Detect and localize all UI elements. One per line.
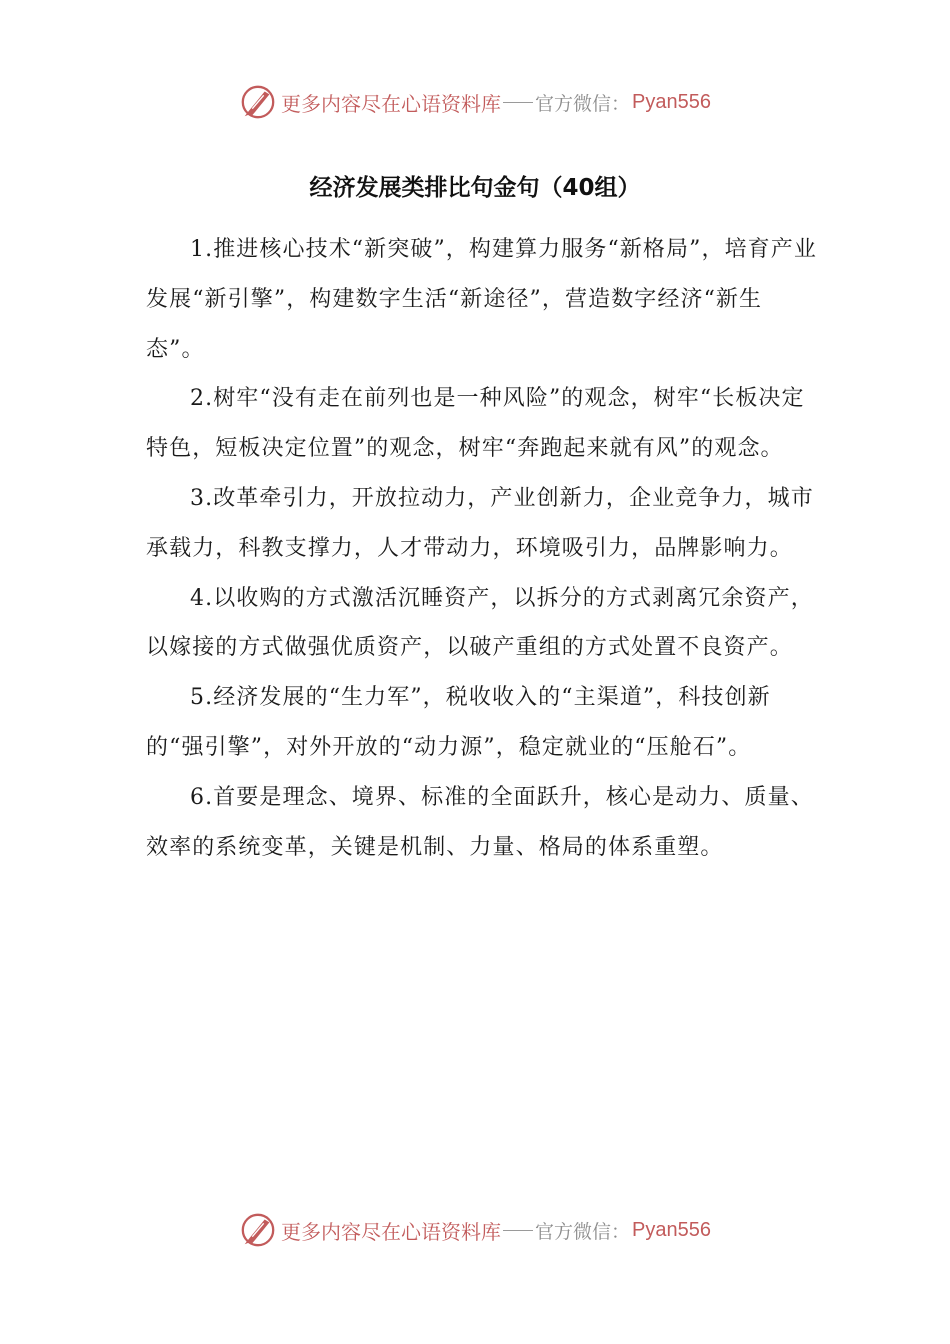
banner-wechat-label: 官方微信： <box>535 92 631 115</box>
paragraph-4: 4.以收购的方式激活沉睡资产，以拆分的方式剥离冗余资产，以嫁接的方式做强优质资产，以破产重组的方式处置不良资产。 <box>146 585 814 661</box>
paragraph-3: 3.改革牵引力，开放拉动力，产业创新力，企业竞争力，城市承载力，科教支撑力，人才带动力，环境吸引力，品牌影响力。 <box>146 485 814 561</box>
paragraph-6: 6.首要是理念、境界、标准的全面跃升，核心是动力、质量、效率的系统变革，关键是机制、力量、格局的体系重塑。 <box>146 784 814 860</box>
footer-site-name: 更多内容尽在心语资料库 <box>281 1219 501 1244</box>
footer-wechat-label: 官方微信： <box>535 1220 631 1243</box>
paragraph-2: 2.树牢“没有走在前列也是一种风险”的观念，树牢“长板决定特色，短板决定位置”的观念，树牢“奔跑起来就有风”的观念。 <box>146 386 805 462</box>
footer-banner <box>0 1208 950 1252</box>
pen-nib-icon <box>239 83 277 121</box>
header-banner <box>0 80 950 124</box>
document-title: 经济发展类排比句金句（40组） <box>309 175 641 201</box>
pen-nib-icon <box>239 1211 277 1249</box>
banner-dash <box>503 102 533 103</box>
document-body <box>146 225 818 872</box>
banner-site-name: 更多内容尽在心语资料库 <box>281 91 501 116</box>
banner-wechat-id: Pyan556 <box>632 90 711 113</box>
footer-wechat-id: Pyan556 <box>632 1218 711 1241</box>
footer-dash <box>503 1230 533 1231</box>
paragraph-5: 5.经济发展的“生力军”，税收收入的“主渠道”，科技创新的“强引擎”，对外开放的“动力源”，稳定就业的“压舱石”。 <box>146 685 771 760</box>
paragraph-1: 1.推进核心技术“新突破”，构建算力服务“新格局”，培育产业发展“新引擎”，构建数字生活“新途径”，营造数字经济“新生态”。 <box>146 237 817 362</box>
